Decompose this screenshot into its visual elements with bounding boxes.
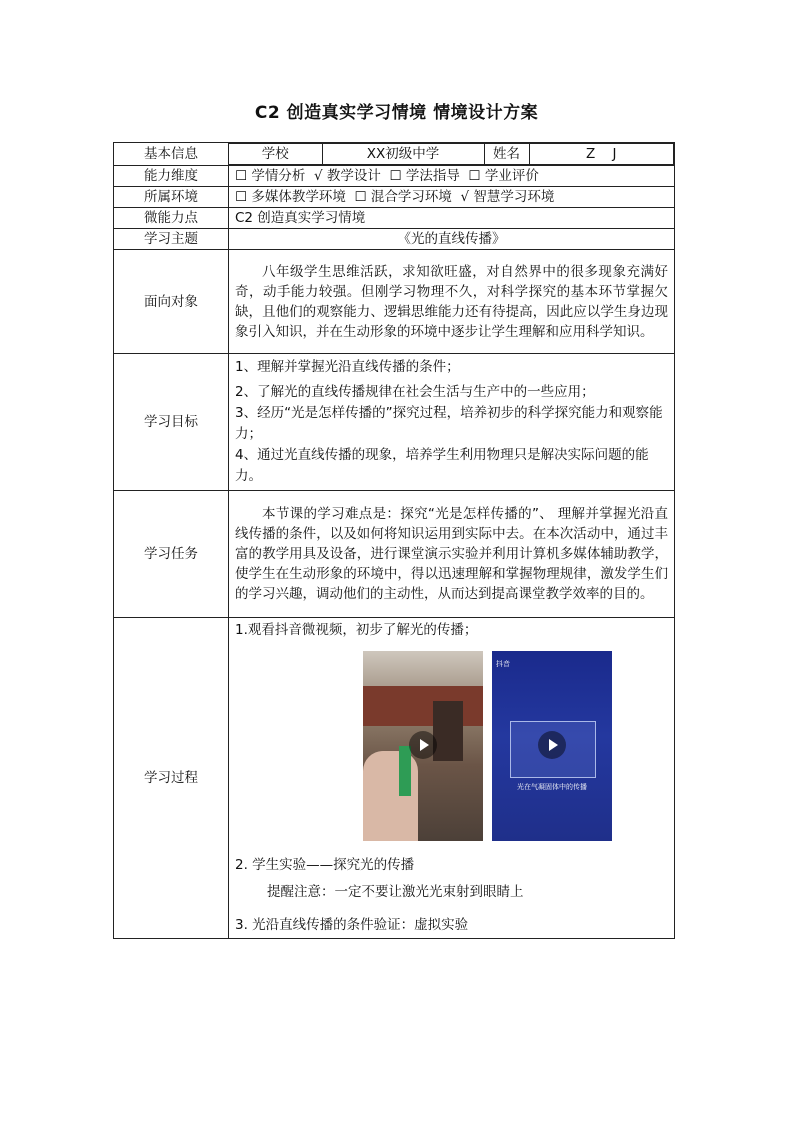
goal-item: 1、理解并掌握光沿直线传播的条件； bbox=[235, 359, 460, 375]
process-label: 学习过程 bbox=[114, 618, 229, 939]
school-label: 学校 bbox=[229, 144, 322, 165]
process-step-1: 1.观看抖音微视频，初步了解光的传播； bbox=[235, 622, 478, 638]
audience-label: 面向对象 bbox=[114, 250, 229, 354]
name-value: Z J bbox=[529, 144, 674, 165]
process-step-2: 2. 学生实验——探究光的传播 bbox=[235, 857, 415, 873]
video-thumbnail-1[interactable] bbox=[363, 651, 483, 841]
process-step-2-note: 提醒注意：一定不要让激光光束射到眼睛上 bbox=[267, 884, 524, 900]
tiktok-logo: 抖音 bbox=[496, 660, 510, 668]
school-value: XX初级中学 bbox=[322, 144, 484, 165]
row-ability bbox=[114, 166, 675, 187]
micro-ability-label: 微能力点 bbox=[114, 208, 229, 229]
video-caption: 光在气凝固体中的传播 bbox=[517, 783, 587, 791]
goals-list bbox=[229, 354, 675, 491]
row-basic-info bbox=[114, 143, 675, 166]
row-process bbox=[114, 618, 675, 939]
tasks-value: 本节课的学习难点是：探究“光是怎样传播的”、 理解并掌握光沿直线传播的条件，以及如何将知识运用到实际中去。在本次活动中，通过丰富的教学用具及设备，进行课堂演示实验并利用计算机多媒体辅助教学，使学生在生动形象的环境中，得以迅速理解和掌握物理规律，激发学生们的学习兴趣，调动他们的主动性，从而达到提高课堂教学效率的目的。 bbox=[229, 491, 675, 618]
row-audience bbox=[114, 250, 675, 354]
topic-label: 学习主题 bbox=[114, 229, 229, 250]
topic-value: 《光的直线传播》 bbox=[229, 229, 675, 250]
micro-ability-value: C2 创造真实学习情境 bbox=[229, 208, 675, 229]
video-thumbnail-2[interactable] bbox=[492, 651, 612, 841]
document-title: C2 创造真实学习情境 情境设计方案 bbox=[254, 103, 539, 123]
goals-label: 学习目标 bbox=[114, 354, 229, 491]
process-step-3: 3. 光沿直线传播的条件验证：虚拟实验 bbox=[235, 917, 469, 933]
ability-label: 能力维度 bbox=[114, 166, 229, 187]
play-icon[interactable] bbox=[538, 731, 566, 759]
chair-shape bbox=[433, 701, 463, 761]
row-micro-ability bbox=[114, 208, 675, 229]
row-topic bbox=[114, 229, 675, 250]
environment-label: 所属环境 bbox=[114, 187, 229, 208]
row-goals bbox=[114, 354, 675, 491]
goal-item: 2、了解光的直线传播规律在社会生活与生产中的一些应用； bbox=[235, 384, 595, 400]
name-label: 姓名 bbox=[484, 144, 529, 165]
goal-item: 3、经历“光是怎样传播的”探究过程，培养初步的科学探究能力和观察能力； bbox=[235, 405, 663, 442]
desk-shape bbox=[363, 686, 483, 726]
basic-info-subtable bbox=[229, 143, 674, 165]
audience-value: 八年级学生思维活跃，求知欲旺盛，对自然界中的很多现象充满好奇，动手能力较强。但刚学习物理不久，对科学探究的基本环节掌握欠缺，且他们的观察能力、逻辑思维能力还有待提高，因此应以学生身边现象引入知识，并在生动形象的环境中逐步让学生理解和应用科学知识。 bbox=[229, 250, 675, 354]
goal-item: 4、通过光直线传播的现象，培养学生利用物理只是解决实际问题的能力。 bbox=[235, 447, 649, 484]
ability-value: ☐ 学情分析 √ 教学设计 ☐ 学法指导 ☐ 学业评价 bbox=[229, 166, 675, 187]
bottle-shape bbox=[399, 746, 411, 796]
environment-value: ☐ 多媒体教学环境 ☐ 混合学习环境 √ 智慧学习环境 bbox=[229, 187, 675, 208]
design-table bbox=[113, 142, 675, 939]
process-content bbox=[229, 618, 674, 938]
play-icon[interactable] bbox=[409, 731, 437, 759]
row-environment bbox=[114, 187, 675, 208]
tasks-label: 学习任务 bbox=[114, 491, 229, 618]
basic-info-label: 基本信息 bbox=[114, 143, 229, 166]
row-tasks bbox=[114, 491, 675, 618]
